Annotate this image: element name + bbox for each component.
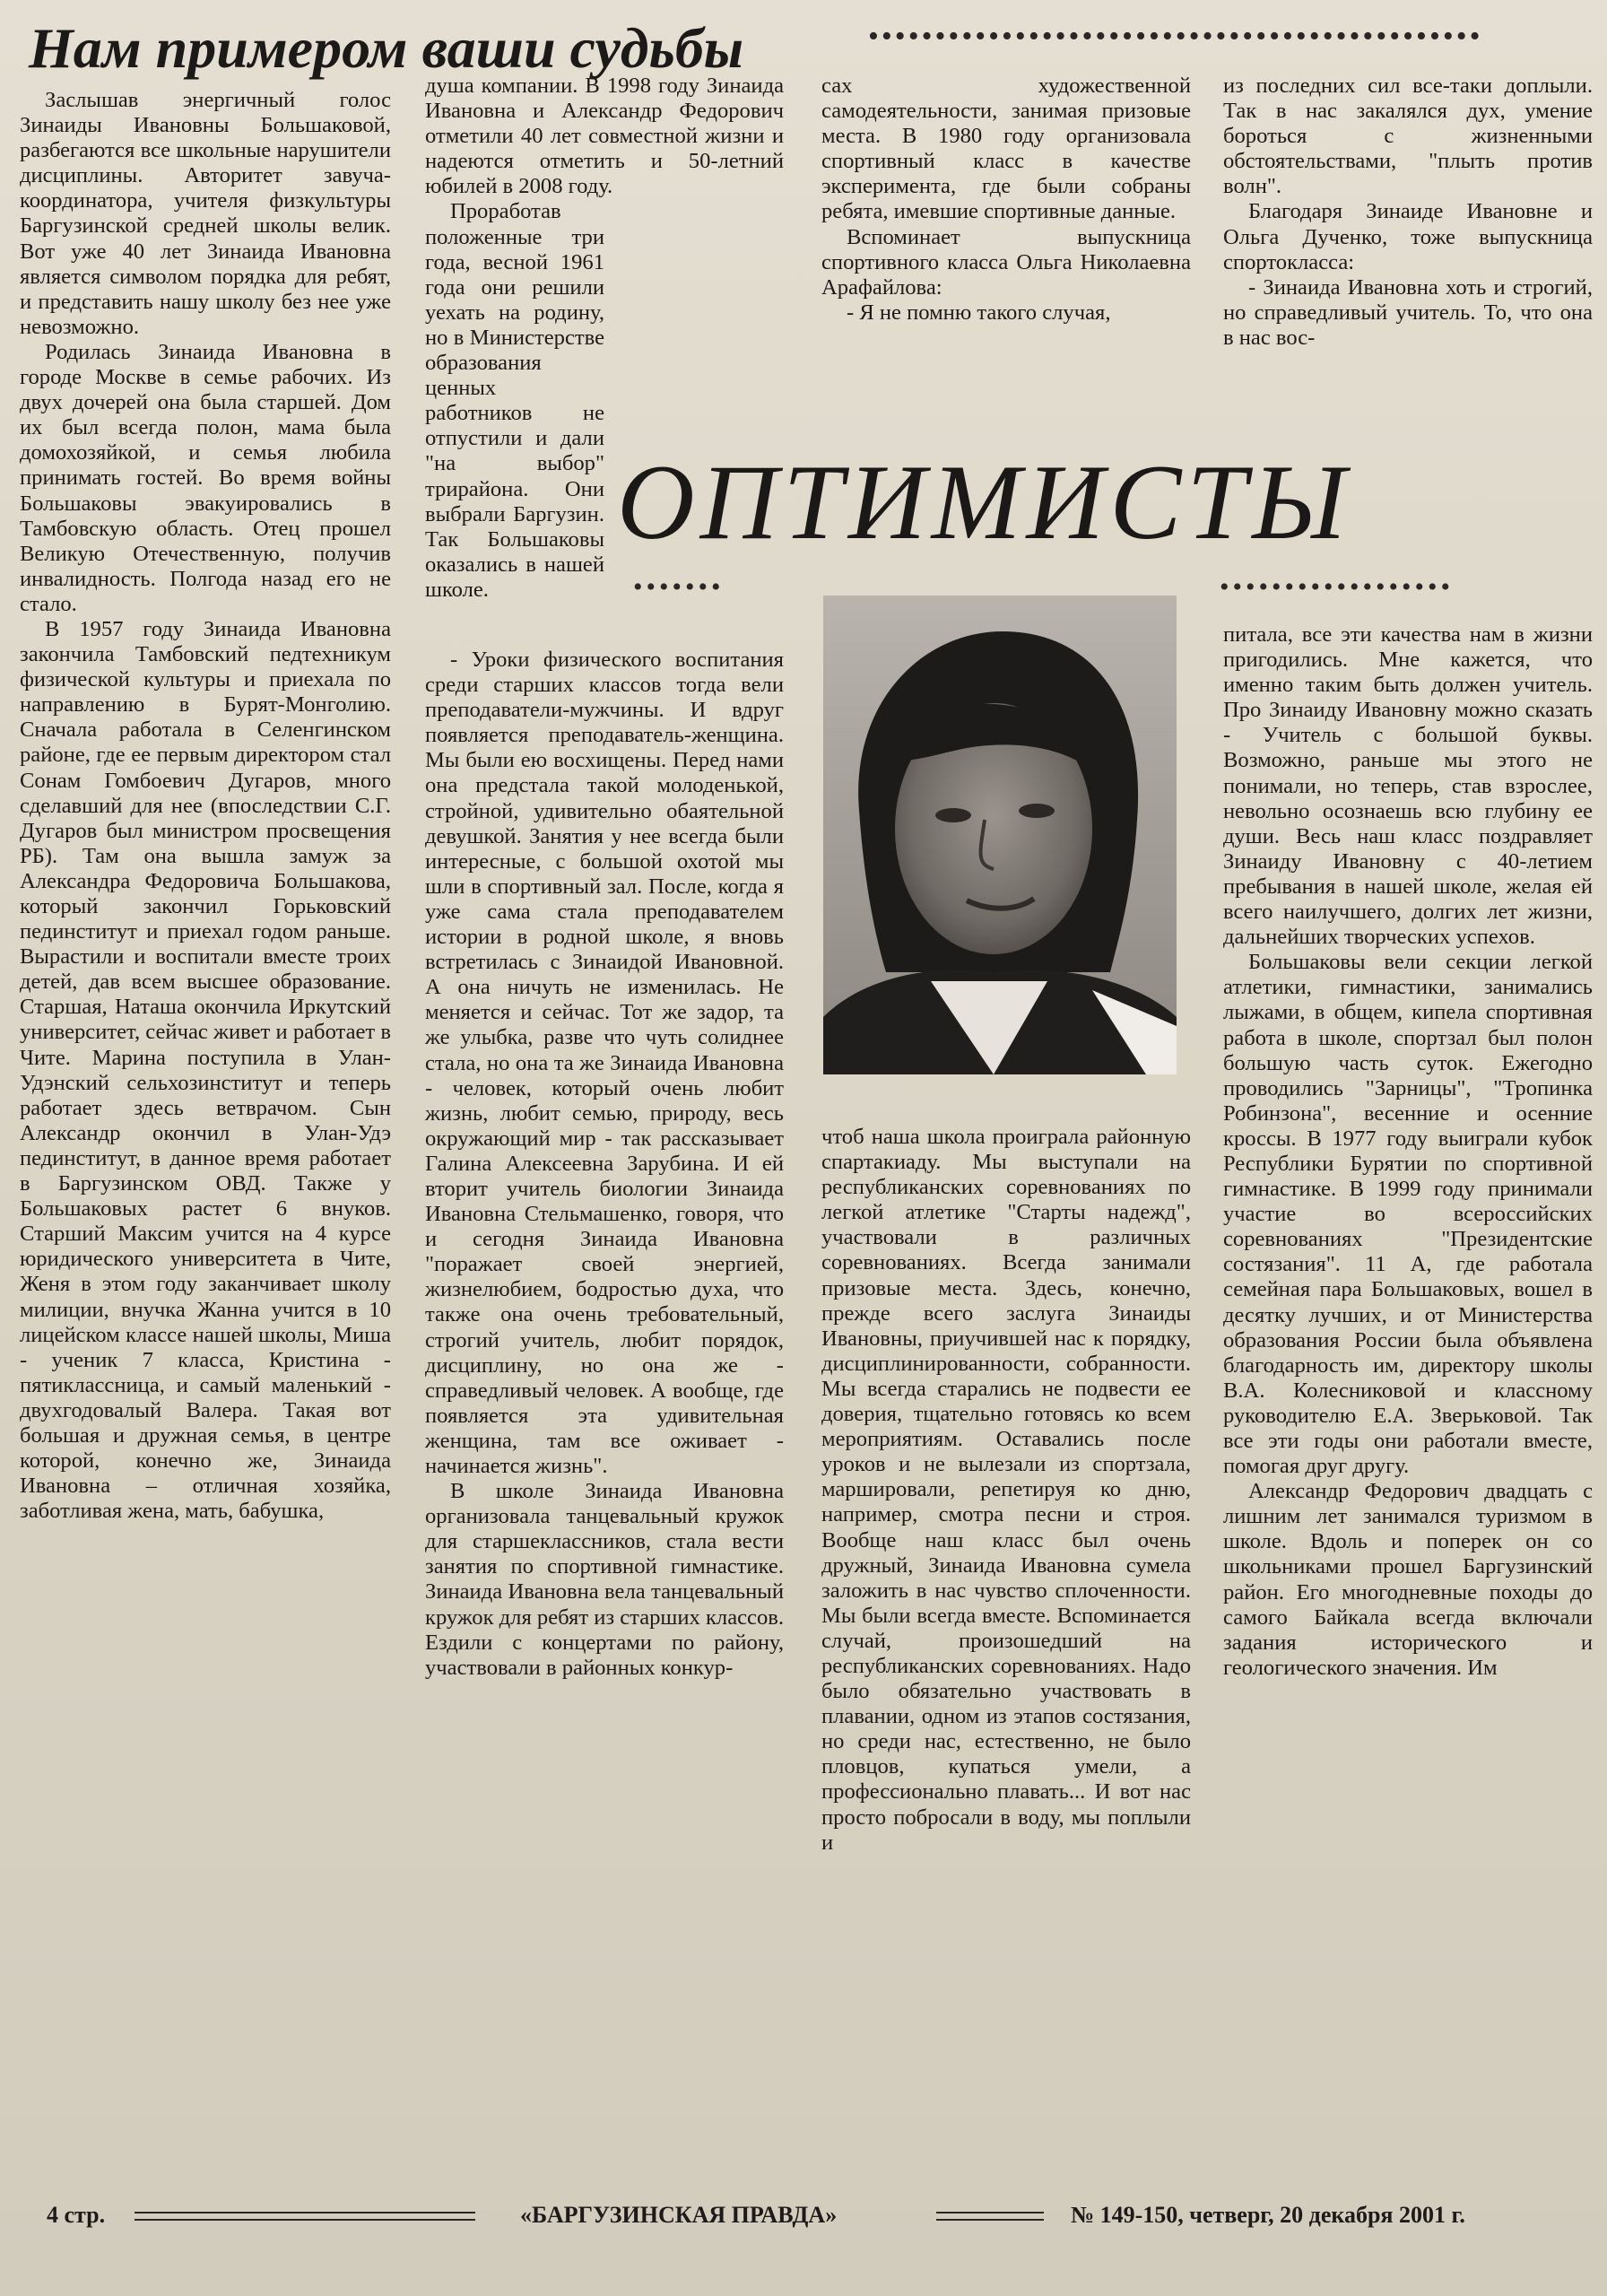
article-column-1 [20, 88, 391, 2146]
paragraph: Вспоминает выпускница спортивного класса Ольга Николаевна Арафайлова: [821, 224, 1191, 300]
issue-info: № 149-150, четверг, 20 декабря 2001 г. [1071, 2202, 1465, 2228]
paragraph: - Уроки физического воспитания среди старших классов тогда вели преподаватели-мужчины. И вдруг появляется преподаватель-женщина. Мы были ею восхищены. Перед нами она предстала такой молоденькой, стройной, удивительно обаятельной девушкой. Занятия у нее всегда были интересные, с большой охотой мы шли в спортивный зал. После, когда я уже сама стала преподавателем истории в родной школе, я вновь встретилась с Зинаидой Ивановной. А она ничуть не изменилась. Не меняется и сейчас. Тот же задор, та же улыбка, разве что чуть солиднее стала, но она та же Зинаида Ивановна - человек, который очень любит жизнь, любит семью, природу, весь окружающий мир - так рассказывает Галина Алексеевна Зарубина. И ей вторит учитель биологии Зинаида Ивановна Стельмашенко, говоря, что и сегодня Зинаида Ивановна "поражает своей энергией, жизнелюбием, бодростью духа, что также она очень требовательный, строгий учитель, любит порядок, дисциплину, но она же - справедливый человек. А вообще, где появляется эта удивительная женщина, там все оживает - начинается жизнь". [425, 648, 784, 1478]
paragraph: Благодаря Зинаиде Ивановне и Ольга Дученко, тоже выпускница спортокласса: [1223, 199, 1593, 274]
paragraph: питала, все эти качества нам в жизни пригодились. Мне кажется, что именно таким быть должен учитель. Про Зинаиду Ивановну можно сказать - Учитель с большой буквы. Возможно, раньше мы этого не понимали, но теперь, став взрослее, невольно осознаешь всю глубину ее души. Весь наш класс поздравляет Зинаиду Ивановну с 40-летием пребывания в нашей школе, желая ей всего наилучшего, долгих лет жизни, дальнейших творческих успехов. [1223, 622, 1593, 950]
headline-dots-left: ••••••• [633, 574, 725, 601]
footer-rule [135, 2212, 475, 2221]
page-number: 4 стр. [47, 2202, 106, 2228]
article-column-3-bottom [821, 1125, 1191, 2156]
footer-rule [936, 2212, 1044, 2221]
rubric-title: Нам примером ваши судьбы [29, 16, 744, 80]
rubric-dots: •••••••••••••••••••••••••••••••••••••••••••••• [868, 23, 1483, 50]
paragraph: Александр Федорович двадцать с лишним лет занимался туризмом в школе. Вдоль и поперек он со школьниками прошел Баргузинский район. Его многодневные походы до самого Байкала всегда включали задания исторического и геологического значения. Им [1223, 1479, 1593, 1680]
article-column-3-top [821, 74, 1191, 434]
article-column-4-top [1223, 74, 1593, 443]
page-footer [0, 2188, 1607, 2242]
paragraph: сах художественной самодеятельности, занимая призовые места. В 1980 году организовала спортивный класс в качестве эксперимента, где были собраны ребята, имевшие спортивные данные. [821, 74, 1191, 224]
newspaper-name: «БАРГУЗИНСКАЯ ПРАВДА» [520, 2202, 838, 2228]
portrait-illustration [823, 596, 1177, 1074]
portrait-photo [823, 596, 1177, 1074]
paragraph: В 1957 году Зинаида Ивановна закончила Тамбовский педтехникум физической культуры и приехала по направлению в Бурят-Монголию. Сначала работала в Селенгинском районе, где ее первым директором стал Сонам Гомбоевич Дугаров, много сделавший для нее (впоследствии С.Г. Дугаров был министром просвещения РБ). Там она вышла замуж за Александра Федоровича Большакова, который закончил Горьковский пединститут и приехал годом раньше. Вырастили и воспитали вместе троих детей, дав всем высшее образование. Старшая, Наташа окончила Иркутский университет, сейчас живет и работает в Чите. Марина поступила в Улан-Удэнский сельхозинститут и теперь работает здесь ветврачом. Сын Александр окончил в Улан-Удэ пединститут, в данное время работает в Баргузинском ОВД. Также у Большаковых растет 6 внуков. Старший Максим учится на 4 курсе юридического университета в Чите, Женя в этом году заканчивает школу милиции, внучка Жанна учится в 10 лицейском классе нашей школы, Миша - ученик 7 класса, Кристина - пятиклассница, и самый маленький - двухгодовалый Валера. Такая вот большая и дружная семья, в центре которой, конечно же, Зинаида Ивановна – отличная хозяйка, заботливая жена, мать, бабушка, [20, 616, 391, 1524]
paragraph: чтоб наша школа проиграла районную спартакиаду. Мы выступали на республиканских соревнованиях по легкой атлетике "Старты надежд", участвовали в различных соревнованиях. Всегда занимали призовые места. Здесь, конечно, прежде всего заслуга Зинаиды Ивановны, приучившей нас к порядку, дисциплинированности, собранности. Мы всегда старались не подвести ее доверия, тщательно готовясь ко всем мероприятиям. Оставались после уроков и не вылезали из спортзала, маршировали, репетируя ко дню, например, смотра песни и строя. Вообще наш класс был очень дружный, Зинаида Ивановна сумела заложить в нас чувство сплоченности. Мы были всегда вместе. Вспоминается случай, произошедший на республиканских соревнованиях. Надо было обязательно участвовать в плавании, одном из этапов состязания, но среди нас, естественно, не было пловцов, купаться умели, а профессионально плавать... И вот нас просто побросали в воду, мы поплыли и [821, 1125, 1191, 1855]
article-column-4-bottom [1223, 622, 1593, 2156]
paragraph: - Зинаида Ивановна хоть и строгий, но справедливый учитель. То, что она в нас вос- [1223, 274, 1593, 350]
paragraph: Проработав положенные три года, весной 1961 года они решили уехать на родину, но в Министерстве образования ценных работников не отпустили и дали "на выбор" трирайона. Они выбрали Баргузин. Так Большаковы оказались в нашей школе. [425, 199, 604, 602]
paragraph: Родилась Зинаида Ивановна в городе Москве в семье рабочих. Из двух дочерей она была старшей. Дом их был всегда полон, мама была домохозяйкой, и семья любила принимать гостей. Во время войны Большаковы эвакуировались в Тамбовскую область. Отец прошел Великую Отечественную, получив инвалидность. Полгода назад его не стало. [20, 339, 391, 616]
paragraph: из последних сил все-таки доплыли. Так в нас закалялся дух, умение бороться с жизненными обстоятельствами, "плыть против волн". [1223, 74, 1593, 199]
paragraph: душа компании. В 1998 году Зинаида Ивановна и Александр Федорович отметили 40 лет совместной жизни и надеются отметить и 50-летний юбилей в 2008 году. [425, 74, 784, 199]
headline-dots-right: •••••••••••••••••• [1220, 574, 1455, 601]
article-column-2-bottom [425, 648, 784, 2154]
paragraph: Большаковы вели секции легкой атлетики, гимнастики, занимались лыжами, в общем, кипела спортивная работа в школе, спортзал был полон большую часть суток. Ежегодно проводились "Зарницы", "Тропинка Робинзона", весенние и осенние кроссы. В 1977 году выиграли кубок Республики Бурятии по спортивной гимнастике. В 1999 году принимали участие во всероссийских соревнованиях "Президентские состязания". 11 А, где работала семейная пара Большаковых, вошел в десятку лучших, и от Министерства образования России была объявлена благодарность им, директору школы В.А. Колесниковой и классному руководителю Е.А. Зверьковой. Так все эти годы они работали вместе, помогая друг другу. [1223, 950, 1593, 1479]
paragraph: В школе Зинаида Ивановна организовала танцевальный кружок для старшеклассников, стала вести занятия по спортивной гимнастике. Зинаида Ивановна вела танцевальный кружок для ребят из старших классов. Ездили с концертами по району, участвовали в районных конкур- [425, 1479, 785, 1680]
article-headline: ОПТИМИСТЫ [617, 442, 1351, 561]
paragraph: - Я не помню такого случая, [847, 300, 1111, 325]
paragraph: Заслышав энергичный голос Зинаиды Ивановны Большаковой, разбегаются все школьные нарушители дисциплины. Авторитет завуча-координатора, учителя физкультуры Баргузинской средней школы велик. Вот уже 40 лет Зинаида Ивановна является символом порядка для ребят, и представить нашу школу без нее уже невозможно. [20, 88, 391, 339]
